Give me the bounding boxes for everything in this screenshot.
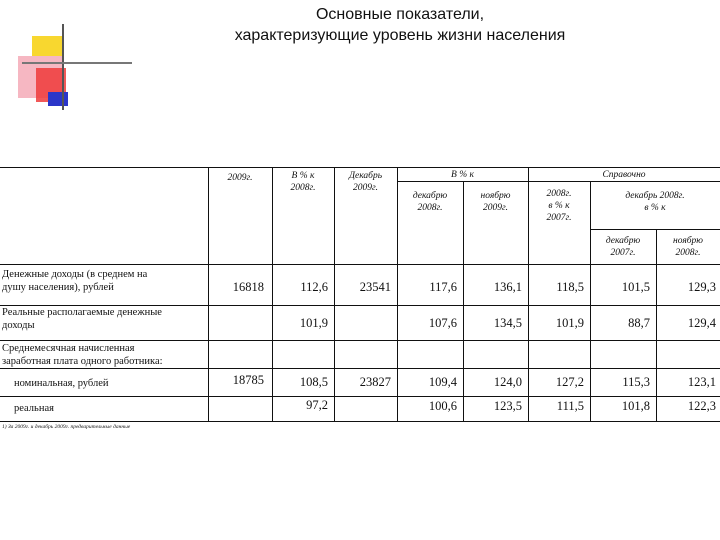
cell-real-nov2009: 123,5 — [493, 399, 522, 413]
title-line-1: Основные показатели, — [315, 6, 485, 23]
cell-income-dec2008: 117,6 — [429, 280, 457, 294]
row-divider-3 — [0, 368, 720, 369]
row-label-real: реальная — [14, 403, 54, 414]
header-ref-2008: 2008г. в % к 2007г. — [546, 189, 572, 223]
cell-realinc-dec2008: 107,6 — [428, 316, 457, 330]
header-2009: 2009г. — [227, 173, 253, 183]
row-label-real-income: Реальные располагаемые денежные доходы — [2, 307, 162, 331]
header-pct-to: В % к — [451, 170, 474, 180]
header-reference: Справочно — [602, 170, 646, 180]
decor-horizontal-line — [22, 62, 132, 64]
row-label-income: Денежные доходы (в среднем на душу населения), рублей — [2, 269, 148, 293]
cell-nominal-dec2008: 109,4 — [428, 375, 457, 389]
row-label-nominal: номинальная, рублей — [14, 378, 109, 389]
header-dec-2008: декабрю 2008г. — [412, 191, 448, 213]
cell-income-dec2009: 23541 — [359, 280, 391, 294]
cell-nominal-nov2009: 124,0 — [493, 375, 522, 389]
row-divider-2 — [0, 340, 720, 341]
cell-real-dec2008: 100,6 — [428, 399, 457, 413]
cell-real-refdec2007: 101,8 — [621, 399, 650, 413]
cell-income-refdec2007: 101,5 — [621, 280, 650, 294]
cell-nominal-ref2008: 127,2 — [555, 375, 584, 389]
row-divider-4 — [0, 396, 720, 397]
cell-nominal-dec2009: 23827 — [359, 375, 391, 389]
cell-real-pct2008: 97,2 — [306, 398, 328, 412]
header-ref-dec: декабрь 2008г. в % к — [625, 191, 685, 213]
header-bottom-border — [0, 264, 720, 265]
table-bottom-border — [0, 421, 720, 422]
cell-income-pct2008: 112,6 — [300, 280, 328, 294]
cell-nominal-refdec2007: 115,3 — [622, 375, 650, 389]
footnote: 1) За 2009г. и декабрь 2009г. предварительные данные — [2, 424, 131, 430]
decor-blue-square — [48, 92, 68, 106]
cell-income-refnov2008: 129,3 — [687, 280, 716, 294]
header-ref-dec-2007: декабрю 2007г. — [605, 236, 641, 258]
subheader-divider — [397, 181, 720, 182]
cell-nominal-refnov2008: 123,1 — [687, 375, 716, 389]
cell-realinc-pct2008: 101,9 — [299, 316, 328, 330]
cell-real-ref2008: 111,5 — [556, 399, 584, 413]
row-label-wage: Среднемесячная начисленная заработная плата одного работника: — [2, 343, 163, 367]
header-dec-2009: Декабрь 2009г. — [348, 171, 383, 193]
cell-nominal-pct2008: 108,5 — [299, 375, 328, 389]
decor-vertical-line — [62, 24, 64, 110]
header-ref-nov-2008: ноябрю 2008г. — [673, 236, 703, 258]
cell-realinc-refnov2008: 129,4 — [687, 316, 716, 330]
cell-real-refnov2008: 122,3 — [687, 399, 716, 413]
cell-realinc-nov2009: 134,5 — [493, 316, 522, 330]
cell-income-ref2008: 118,5 — [556, 280, 584, 294]
subheader-divider-2 — [590, 229, 720, 230]
header-pct-2008: В % к 2008г. — [290, 171, 316, 193]
page-title — [120, 4, 680, 46]
cell-realinc-ref2008: 101,9 — [555, 316, 584, 330]
title-line-2: характеризующие уровень жизни населения — [234, 27, 566, 44]
header-nov-2009: ноябрю 2009г. — [480, 191, 511, 213]
table-top-border — [0, 167, 720, 168]
cell-realinc-refdec2007: 88,7 — [628, 316, 650, 330]
cell-income-2009: 16818 — [232, 280, 264, 294]
cell-income-nov2009: 136,1 — [493, 280, 522, 294]
cell-nominal-2009: 18785 — [232, 373, 264, 387]
